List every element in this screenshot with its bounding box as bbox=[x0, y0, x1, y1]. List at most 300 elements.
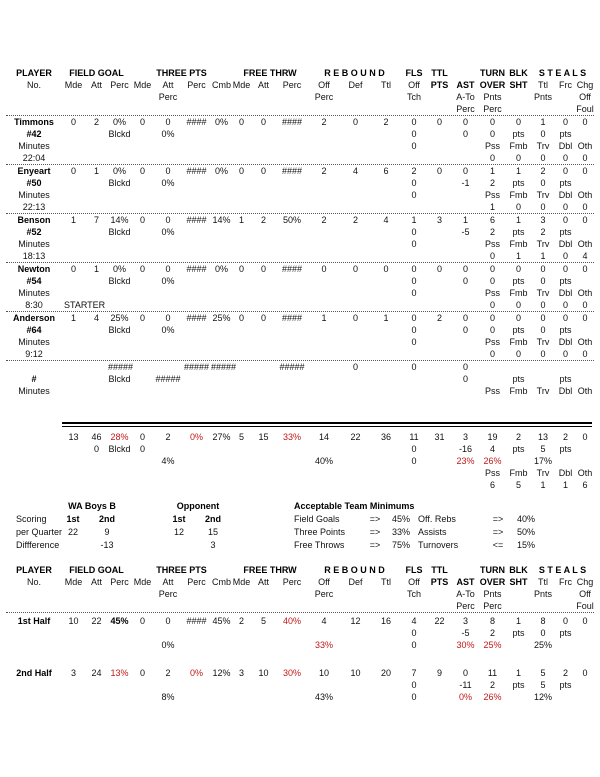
stat-cell: Trv bbox=[536, 140, 550, 151]
stat-cell: 17% bbox=[533, 455, 552, 466]
stat-cell: 0 bbox=[515, 201, 521, 212]
stat-cell: Pnts bbox=[483, 588, 502, 599]
half-stats-table bbox=[0, 564, 600, 703]
stat-cell: 2 bbox=[321, 165, 327, 176]
player-block-enyeart bbox=[6, 165, 594, 214]
stat-cell: pts bbox=[512, 275, 525, 286]
stat-cell: Chg bbox=[576, 79, 594, 90]
stat-cell: => bbox=[369, 514, 381, 524]
stat-cell: Foul bbox=[576, 600, 594, 611]
stat-cell: 25% bbox=[110, 312, 129, 323]
stat-cell: 0 bbox=[540, 177, 546, 188]
stat-cell: Blckd bbox=[108, 373, 131, 384]
col-header-rebound: R E B O U N D bbox=[324, 564, 385, 575]
stat-cell: 7 bbox=[93, 214, 99, 225]
stat-cell: pts bbox=[559, 627, 572, 638]
stat-cell: 0 bbox=[352, 263, 358, 274]
stat-cell: 0 bbox=[411, 639, 417, 650]
stat-cell: => bbox=[492, 514, 504, 524]
stat-cell: 0% bbox=[161, 324, 175, 335]
player-number: #54 bbox=[26, 275, 42, 286]
stat-cell: PTS bbox=[430, 576, 449, 587]
stats-header-row-2 bbox=[6, 576, 594, 588]
stat-cell: Assists bbox=[418, 527, 447, 537]
stat-cell: 1 bbox=[238, 214, 244, 225]
stat-cell: pts bbox=[512, 373, 525, 384]
stat-cell: 1 bbox=[489, 201, 495, 212]
stat-cell: 0 bbox=[165, 312, 171, 323]
stat-cell: 0 bbox=[562, 615, 568, 626]
stat-cell: 0 bbox=[540, 128, 546, 139]
col-header-player: PLAYER bbox=[16, 564, 52, 575]
stat-cell: Three Points bbox=[294, 527, 346, 537]
stat-cell: Oth bbox=[577, 287, 593, 298]
stat-cell: ##### bbox=[183, 361, 210, 372]
totals-double-rule bbox=[62, 422, 592, 427]
stat-cell: -16 bbox=[458, 443, 472, 454]
stat-cell: 0 bbox=[489, 275, 495, 286]
stat-cell: Fmb bbox=[509, 336, 528, 347]
stat-cell: Trv bbox=[536, 336, 550, 347]
stat-row bbox=[6, 165, 594, 177]
col-header-free-throw: FREE THRW bbox=[243, 67, 297, 78]
stat-cell: 33% bbox=[282, 431, 301, 442]
stat-cell: 0% bbox=[161, 639, 175, 650]
stat-cell: Perc bbox=[456, 103, 475, 114]
summary-row-quarter bbox=[14, 526, 594, 539]
stat-cell: 1 bbox=[515, 667, 521, 678]
stat-row bbox=[6, 287, 594, 299]
summary-header-row bbox=[14, 500, 594, 513]
stat-cell: pts bbox=[512, 627, 525, 638]
stat-cell: 0 bbox=[462, 128, 468, 139]
stat-cell: 0 bbox=[489, 116, 495, 127]
half-label: 1st Half bbox=[17, 615, 51, 626]
stat-cell: pts bbox=[559, 373, 572, 384]
stat-cell: Chg bbox=[576, 576, 594, 587]
stat-cell: ##### bbox=[108, 361, 134, 372]
stat-cell: Fmb bbox=[509, 385, 528, 396]
stat-cell: 0 bbox=[383, 263, 389, 274]
stat-cell: -1 bbox=[461, 177, 470, 188]
player-number: # bbox=[31, 373, 37, 384]
stat-row bbox=[6, 263, 594, 275]
stat-cell: 0 bbox=[515, 312, 521, 323]
stat-cell: 0 bbox=[582, 299, 588, 310]
stat-cell: Perc bbox=[314, 588, 334, 599]
stat-cell: Off bbox=[579, 588, 591, 599]
stat-cell: 3 bbox=[462, 615, 468, 626]
col-header-total: TTL bbox=[431, 564, 448, 575]
stat-row bbox=[6, 116, 594, 128]
stat-row bbox=[6, 479, 594, 491]
stats-header-group bbox=[6, 564, 594, 613]
stat-cell: 10 bbox=[258, 667, 269, 678]
stat-cell: Att bbox=[162, 576, 174, 587]
stat-cell: 46 bbox=[91, 431, 102, 442]
stat-cell: 33% bbox=[391, 527, 410, 537]
stat-cell: Def bbox=[348, 79, 363, 90]
stat-cell: 0 bbox=[582, 615, 588, 626]
stat-cell: pts bbox=[512, 443, 525, 454]
col-header-player: PLAYER bbox=[16, 67, 52, 78]
stat-cell: 45% bbox=[391, 514, 410, 524]
stat-cell: 0 bbox=[462, 361, 468, 372]
stat-cell: Dbl bbox=[558, 140, 573, 151]
stat-row bbox=[6, 275, 594, 287]
stat-cell: 75% bbox=[391, 540, 410, 550]
stat-cell: 9 bbox=[104, 527, 110, 537]
stat-cell: 0% bbox=[161, 128, 175, 139]
stat-cell: 0 bbox=[562, 263, 568, 274]
stat-cell: pts bbox=[559, 679, 572, 690]
stat-row bbox=[6, 152, 594, 164]
stat-cell: 0 bbox=[411, 263, 417, 274]
stat-cell: per Quarter bbox=[16, 527, 63, 537]
stat-cell: 0 bbox=[515, 263, 521, 274]
stat-cell: 0 bbox=[260, 116, 266, 127]
minutes-label: Minutes bbox=[18, 140, 50, 151]
stat-cell: 0 bbox=[540, 152, 546, 163]
stat-cell: 40% bbox=[282, 615, 301, 626]
summary-row-difference bbox=[14, 539, 594, 552]
player-number: #50 bbox=[26, 177, 42, 188]
stat-cell: 0 bbox=[260, 165, 266, 176]
stat-cell: 5 bbox=[540, 443, 546, 454]
stat-cell: pts bbox=[559, 443, 572, 454]
stat-cell: pts bbox=[559, 226, 572, 237]
stat-row bbox=[6, 679, 594, 691]
stat-cell: 9 bbox=[436, 667, 442, 678]
stat-cell: 6 bbox=[489, 214, 495, 225]
stat-cell: 0 bbox=[436, 165, 442, 176]
stat-cell: Frc bbox=[559, 79, 572, 90]
stat-cell: pts bbox=[559, 128, 572, 139]
stat-cell: Trv bbox=[536, 287, 550, 298]
stat-row bbox=[6, 431, 594, 443]
stat-cell: #### bbox=[186, 214, 207, 225]
stat-cell: 3 bbox=[462, 431, 468, 442]
stat-cell: 0 bbox=[582, 116, 588, 127]
stat-cell: Mde bbox=[232, 576, 251, 587]
stat-cell: Perc bbox=[158, 588, 178, 599]
stat-cell: 22 bbox=[434, 615, 445, 626]
stat-cell: 14% bbox=[212, 214, 231, 225]
stat-cell: 0 bbox=[489, 312, 495, 323]
stat-cell: Pss bbox=[484, 140, 500, 151]
stat-cell: Off bbox=[318, 576, 330, 587]
starter-label: STARTER bbox=[64, 299, 106, 310]
stat-cell: 0% bbox=[214, 116, 228, 127]
stat-row bbox=[6, 467, 594, 479]
stat-cell: 0 bbox=[436, 263, 442, 274]
stat-cell: 43% bbox=[314, 691, 333, 702]
stat-cell: 23% bbox=[456, 455, 475, 466]
stat-cell: 0 bbox=[562, 201, 568, 212]
stat-cell: 2 bbox=[489, 177, 495, 188]
stat-cell: 0 bbox=[462, 373, 468, 384]
player-number: #42 bbox=[26, 128, 42, 139]
stat-cell: 12 bbox=[350, 615, 361, 626]
minutes-value: 22:04 bbox=[22, 152, 46, 163]
stat-cell: Trv bbox=[536, 385, 550, 396]
stat-cell: 0% bbox=[112, 165, 126, 176]
stat-cell: 5 bbox=[540, 679, 546, 690]
stat-cell: 0 bbox=[411, 116, 417, 127]
stat-cell: 40% bbox=[516, 514, 535, 524]
minutes-label: Minutes bbox=[18, 189, 50, 200]
stat-cell: 0 bbox=[411, 312, 417, 323]
stat-cell: 0 bbox=[540, 201, 546, 212]
stat-cell: Blckd bbox=[108, 177, 131, 188]
stat-cell: 0 bbox=[139, 667, 145, 678]
stat-cell: Mde bbox=[133, 79, 152, 90]
stat-cell: 1 bbox=[562, 479, 568, 490]
stat-cell: 0 bbox=[462, 324, 468, 335]
stat-cell: Trv bbox=[536, 467, 550, 478]
stat-cell: 2 bbox=[562, 431, 568, 442]
stat-cell: 0 bbox=[489, 128, 495, 139]
stat-cell: 13 bbox=[68, 431, 79, 442]
stat-cell: 4 bbox=[93, 312, 99, 323]
stat-cell: 0 bbox=[582, 312, 588, 323]
player-name: Anderson bbox=[12, 312, 55, 323]
stat-cell: Off bbox=[408, 576, 420, 587]
stat-cell: Blckd bbox=[108, 128, 131, 139]
col-header-field-goal: FIELD GOAL bbox=[69, 67, 124, 78]
stat-cell: Perc bbox=[187, 79, 206, 90]
minimums-title: Acceptable Team Minimums bbox=[294, 501, 415, 511]
stat-cell: 1 bbox=[540, 250, 546, 261]
stat-row bbox=[6, 140, 594, 152]
stat-cell: 0 bbox=[411, 361, 417, 372]
stat-cell: Def bbox=[348, 576, 363, 587]
stat-cell: 0 bbox=[582, 201, 588, 212]
stat-cell: Perc bbox=[282, 576, 302, 587]
stat-cell: 1st bbox=[66, 514, 80, 524]
stat-cell: Perc bbox=[483, 103, 502, 114]
stat-cell: 14% bbox=[110, 214, 129, 225]
stat-cell: Mde bbox=[64, 576, 83, 587]
stat-cell: 22 bbox=[91, 615, 102, 626]
stat-row bbox=[6, 226, 594, 238]
stat-cell: Frc bbox=[559, 576, 572, 587]
stat-cell: 0 bbox=[411, 189, 417, 200]
player-block-blank-player bbox=[6, 361, 594, 409]
stat-cell: Pnts bbox=[483, 91, 502, 102]
stat-cell: 6 bbox=[489, 479, 495, 490]
minutes-value: 9:12 bbox=[25, 348, 43, 359]
stat-cell: 0 bbox=[562, 214, 568, 225]
stat-cell: OVER bbox=[479, 79, 506, 90]
stat-cell: Tch bbox=[406, 91, 421, 102]
stat-cell: Blckd bbox=[108, 324, 131, 335]
stat-cell: 2 bbox=[383, 116, 389, 127]
stat-cell: 2 bbox=[165, 431, 171, 442]
stat-cell: PTS bbox=[430, 79, 449, 90]
stat-cell: 0 bbox=[462, 312, 468, 323]
stat-cell: 2nd bbox=[204, 514, 221, 524]
stats-header-row-1 bbox=[6, 67, 594, 79]
team-summary-grid bbox=[14, 500, 594, 552]
stat-cell: Att bbox=[257, 79, 269, 90]
stat-cell: #### bbox=[281, 263, 303, 274]
stat-cell: Diffference bbox=[16, 540, 60, 550]
col-header-steals: S T E A L S bbox=[538, 67, 587, 78]
stat-cell: ##### bbox=[279, 361, 305, 372]
stat-cell: Oth bbox=[577, 189, 593, 200]
stat-cell: Att bbox=[90, 576, 102, 587]
stat-cell: pts bbox=[512, 128, 525, 139]
stat-cell: Fmb bbox=[509, 238, 528, 249]
player-name: Enyeart bbox=[17, 165, 51, 176]
stat-row bbox=[6, 299, 594, 311]
stat-cell: SHT bbox=[509, 576, 528, 587]
stat-cell: 0 bbox=[515, 152, 521, 163]
stat-cell: 8% bbox=[161, 691, 175, 702]
stat-cell: 45% bbox=[212, 615, 231, 626]
stat-cell: Mde bbox=[232, 79, 251, 90]
stat-cell: #### bbox=[186, 165, 207, 176]
stat-cell: Pss bbox=[484, 385, 500, 396]
stat-cell: 0 bbox=[540, 627, 546, 638]
stat-cell: ##### bbox=[155, 373, 181, 384]
stat-cell: => bbox=[369, 540, 381, 550]
stat-cell: 0 bbox=[515, 348, 521, 359]
stat-cell: Oth bbox=[577, 385, 593, 396]
stat-cell: 1 bbox=[462, 214, 468, 225]
stat-cell: 0 bbox=[70, 116, 76, 127]
player-stats-table bbox=[0, 67, 600, 491]
stat-cell: pts bbox=[559, 324, 572, 335]
stat-cell: 6 bbox=[582, 479, 588, 490]
stat-cell: 0 bbox=[260, 312, 266, 323]
stat-cell: Pss bbox=[484, 189, 500, 200]
stat-cell: 20 bbox=[380, 667, 391, 678]
half-label: 2nd Half bbox=[16, 667, 52, 678]
stat-cell: Att bbox=[162, 79, 174, 90]
stat-cell: 0 bbox=[436, 116, 442, 127]
stat-cell: Field Goals bbox=[294, 514, 340, 524]
stat-cell: 0 bbox=[411, 287, 417, 298]
stat-cell: 0 bbox=[411, 679, 417, 690]
stat-cell: 0 bbox=[411, 455, 417, 466]
stat-cell: 1 bbox=[93, 165, 99, 176]
stat-cell: 2 bbox=[238, 615, 244, 626]
stat-cell: 0% bbox=[458, 691, 472, 702]
stat-cell: Blckd bbox=[108, 226, 131, 237]
stat-cell: 13 bbox=[537, 431, 548, 442]
stat-cell: Dbl bbox=[558, 238, 573, 249]
stat-row bbox=[6, 324, 594, 336]
stat-cell: 1 bbox=[321, 312, 327, 323]
stat-cell: 0 bbox=[489, 152, 495, 163]
stats-header-row-3 bbox=[6, 91, 594, 103]
stat-cell: 2nd bbox=[98, 514, 115, 524]
stat-cell: 0 bbox=[165, 615, 171, 626]
stat-cell: Pss bbox=[484, 287, 500, 298]
stat-cell: 0 bbox=[515, 299, 521, 310]
stat-cell: 0 bbox=[562, 250, 568, 261]
stat-cell: 7 bbox=[411, 667, 417, 678]
stat-cell: Off bbox=[579, 91, 591, 102]
stat-cell: No. bbox=[26, 79, 41, 90]
stat-cell: 0 bbox=[462, 116, 468, 127]
stat-cell: => bbox=[492, 527, 504, 537]
stat-cell: 2 bbox=[489, 627, 495, 638]
stat-cell: A-To bbox=[456, 91, 475, 102]
stat-cell: 2 bbox=[540, 226, 546, 237]
stat-cell: 1 bbox=[93, 263, 99, 274]
stat-cell: Pss bbox=[484, 238, 500, 249]
stat-row bbox=[6, 373, 594, 385]
stat-cell: Att bbox=[90, 79, 102, 90]
stat-cell: 2 bbox=[352, 214, 358, 225]
player-number: #52 bbox=[26, 226, 42, 237]
stat-cell: 0 bbox=[165, 116, 171, 127]
stat-cell: Cmb bbox=[211, 576, 231, 587]
stat-cell: 2 bbox=[515, 431, 521, 442]
stat-row bbox=[6, 189, 594, 201]
stat-cell: 22 bbox=[67, 527, 78, 537]
stat-cell: 28% bbox=[110, 431, 129, 442]
stat-cell: 4 bbox=[582, 250, 588, 261]
stat-cell: 0 bbox=[540, 348, 546, 359]
stat-cell: 0 bbox=[540, 312, 546, 323]
stat-cell: SHT bbox=[509, 79, 528, 90]
stat-cell: 0 bbox=[462, 275, 468, 286]
summary-row-scoring bbox=[14, 513, 594, 526]
stat-cell: 2 bbox=[489, 226, 495, 237]
stat-cell: Turnovers bbox=[418, 540, 459, 550]
stat-cell: 26% bbox=[483, 455, 502, 466]
stat-cell: pts bbox=[559, 177, 572, 188]
stat-cell: Pnts bbox=[533, 588, 552, 599]
stat-cell: 0 bbox=[238, 263, 244, 274]
minutes-label: Minutes bbox=[18, 238, 50, 249]
stat-cell: 0 bbox=[582, 152, 588, 163]
stat-cell: 0% bbox=[214, 165, 228, 176]
stat-cell: 0 bbox=[411, 324, 417, 335]
stat-cell: 25% bbox=[533, 639, 552, 650]
stat-cell: Dbl bbox=[558, 189, 573, 200]
stat-row bbox=[6, 336, 594, 348]
stat-cell: Blckd bbox=[108, 443, 131, 454]
stat-cell: 0 bbox=[411, 275, 417, 286]
stat-cell: Perc bbox=[110, 79, 129, 90]
stat-cell: 14 bbox=[318, 431, 329, 442]
stat-cell: 36 bbox=[380, 431, 391, 442]
stat-cell: 1 bbox=[383, 312, 389, 323]
stat-cell: 0 bbox=[540, 275, 546, 286]
stat-cell: 4 bbox=[321, 615, 327, 626]
minutes-label: Minutes bbox=[18, 385, 50, 396]
stat-cell: Ttl bbox=[538, 79, 548, 90]
stat-cell: 0 bbox=[489, 324, 495, 335]
stat-cell: Perc bbox=[110, 576, 129, 587]
stat-cell: #### bbox=[281, 312, 303, 323]
stat-row bbox=[6, 128, 594, 140]
player-block-newton bbox=[6, 263, 594, 312]
stat-cell: Ttl bbox=[381, 79, 391, 90]
stat-cell: 0% bbox=[189, 431, 203, 442]
stat-cell: 0 bbox=[165, 214, 171, 225]
stat-cell: Off bbox=[408, 79, 420, 90]
stat-cell: 3 bbox=[70, 667, 76, 678]
stat-cell: 0 bbox=[352, 312, 358, 323]
stat-cell: 12% bbox=[212, 667, 231, 678]
stat-row bbox=[6, 455, 594, 467]
